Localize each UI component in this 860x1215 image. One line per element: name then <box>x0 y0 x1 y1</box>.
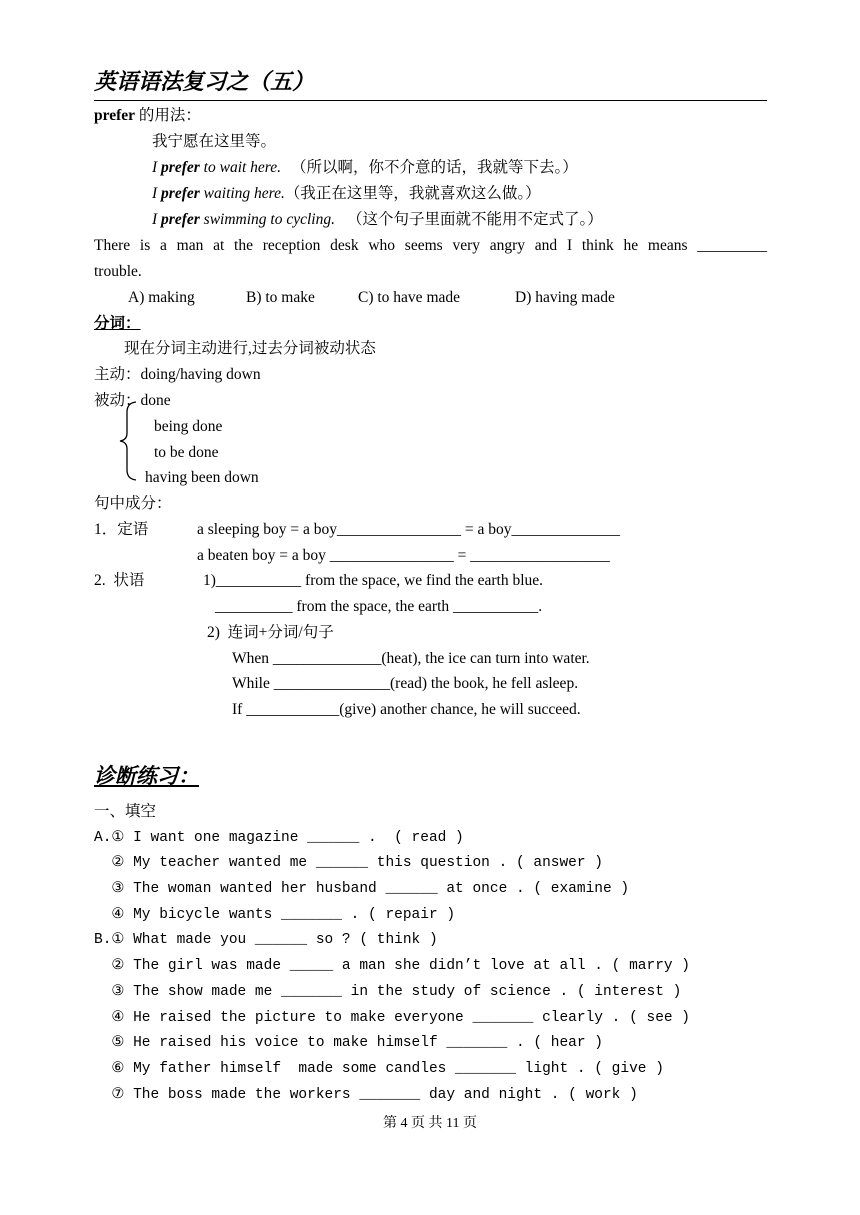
example-verb: prefer <box>161 159 200 176</box>
prefer-example-cn: 我宁愿在这里等。 <box>152 133 277 150</box>
example-verb: prefer <box>161 185 200 202</box>
adv-example-2: While _______________(read) the book, he fell asleep. <box>232 675 579 692</box>
header-rule <box>94 100 767 101</box>
practice-heading: 诊断练习： <box>94 764 199 788</box>
adv-label: 2. 状语 <box>94 572 145 589</box>
option-a: A) making <box>128 289 195 306</box>
passive-form-3: having been down <box>145 469 259 486</box>
adv-line-2: __________ from the space, the earth ___________. <box>215 598 543 615</box>
passive-form-2: to be done <box>154 444 219 461</box>
exercise-a-3: ③ The woman wanted her husband ______ at once . ( examine ) <box>94 881 630 897</box>
adv-example-3: If ____________(give) another chance, he will succeed. <box>232 701 581 718</box>
exercise-a-1: A.① I want one magazine ______ . ( read ) <box>94 830 464 846</box>
page-number: 第 4 页 共 11 页 <box>383 1116 477 1131</box>
example-subject: I <box>152 159 162 176</box>
prefer-heading-rest: 的用法： <box>135 107 201 124</box>
option-c: C) to have made <box>358 289 461 306</box>
prefer-heading-word: prefer <box>94 107 136 124</box>
question-line-2: trouble. <box>94 263 142 280</box>
prefer-example-3 <box>152 210 603 230</box>
exercise-b-6: ⑥ My father himself made some candles _______ light . ( give ) <box>94 1061 664 1077</box>
practice-part: 一、填空 <box>94 803 157 820</box>
exercise-b-2: ② The girl was made _____ a man she didn’t love at all . ( marry ) <box>94 958 690 974</box>
attr-line-1: a sleeping boy = a boy________________ = a boy______________ <box>197 521 621 538</box>
exercise-a-4: ④ My bicycle wants _______ . ( repair ) <box>94 907 456 923</box>
participle-passive: 被动：done <box>94 392 171 409</box>
adv-sub: 2) 连词+分词/句子 <box>207 624 334 641</box>
page-title: 英语语法复习之（五） <box>94 69 315 94</box>
question-line-1: There is a man at the reception desk who seems very angry and I think he means _________ <box>94 237 767 254</box>
attr-label: 1．定语 <box>94 521 149 538</box>
exercise-b-4: ④ He raised the picture to make everyone _______ clearly . ( see ) <box>94 1010 690 1026</box>
example-rest: to wait here. <box>199 159 282 176</box>
example-note: （所以啊，你不介意的话，我就等下去。） <box>291 159 578 176</box>
example-verb: prefer <box>161 211 200 228</box>
adv-example-1: When ______________(heat), the ice can turn into water. <box>232 650 590 667</box>
attr-line-2: a beaten boy = a boy ________________ = __________________ <box>197 547 610 564</box>
passive-form-1: being done <box>154 418 223 435</box>
adv-line-1: 1)___________ from the space, we find the earth blue. <box>203 572 544 589</box>
role-heading: 句中成分： <box>94 495 172 512</box>
exercise-b-5: ⑤ He raised his voice to make himself _______ . ( hear ) <box>94 1035 603 1051</box>
prefer-example-2 <box>152 184 541 204</box>
left-brace <box>116 400 142 482</box>
exercise-b-3: ③ The show made me _______ in the study of science . ( interest ) <box>94 984 682 1000</box>
exercise-a-2: ② My teacher wanted me ______ this question . ( answer ) <box>94 855 603 871</box>
example-rest: swimming to cycling. <box>199 211 335 228</box>
prefer-heading <box>94 106 201 126</box>
example-subject: I <box>152 211 162 228</box>
example-note: （这个句子里面就不能用不定式了。） <box>346 211 603 228</box>
participle-heading: 分词： <box>94 315 141 332</box>
exercise-b-1: B.① What made you ______ so ? ( think ) <box>94 932 438 948</box>
option-b: B) to make <box>246 289 315 306</box>
example-rest: waiting here. <box>199 185 285 202</box>
participle-active: 主动：doing/having down <box>94 366 261 383</box>
exercise-b-7: ⑦ The boss made the workers _______ day and night . ( work ) <box>94 1087 638 1103</box>
participle-intro: 现在分词主动进行,过去分词被动状态 <box>124 340 376 357</box>
example-note: （我正在这里等，我就喜欢这么做。） <box>284 185 541 202</box>
example-subject: I <box>152 185 162 202</box>
prefer-example-1 <box>152 158 578 178</box>
option-d: D) having made <box>515 289 615 306</box>
